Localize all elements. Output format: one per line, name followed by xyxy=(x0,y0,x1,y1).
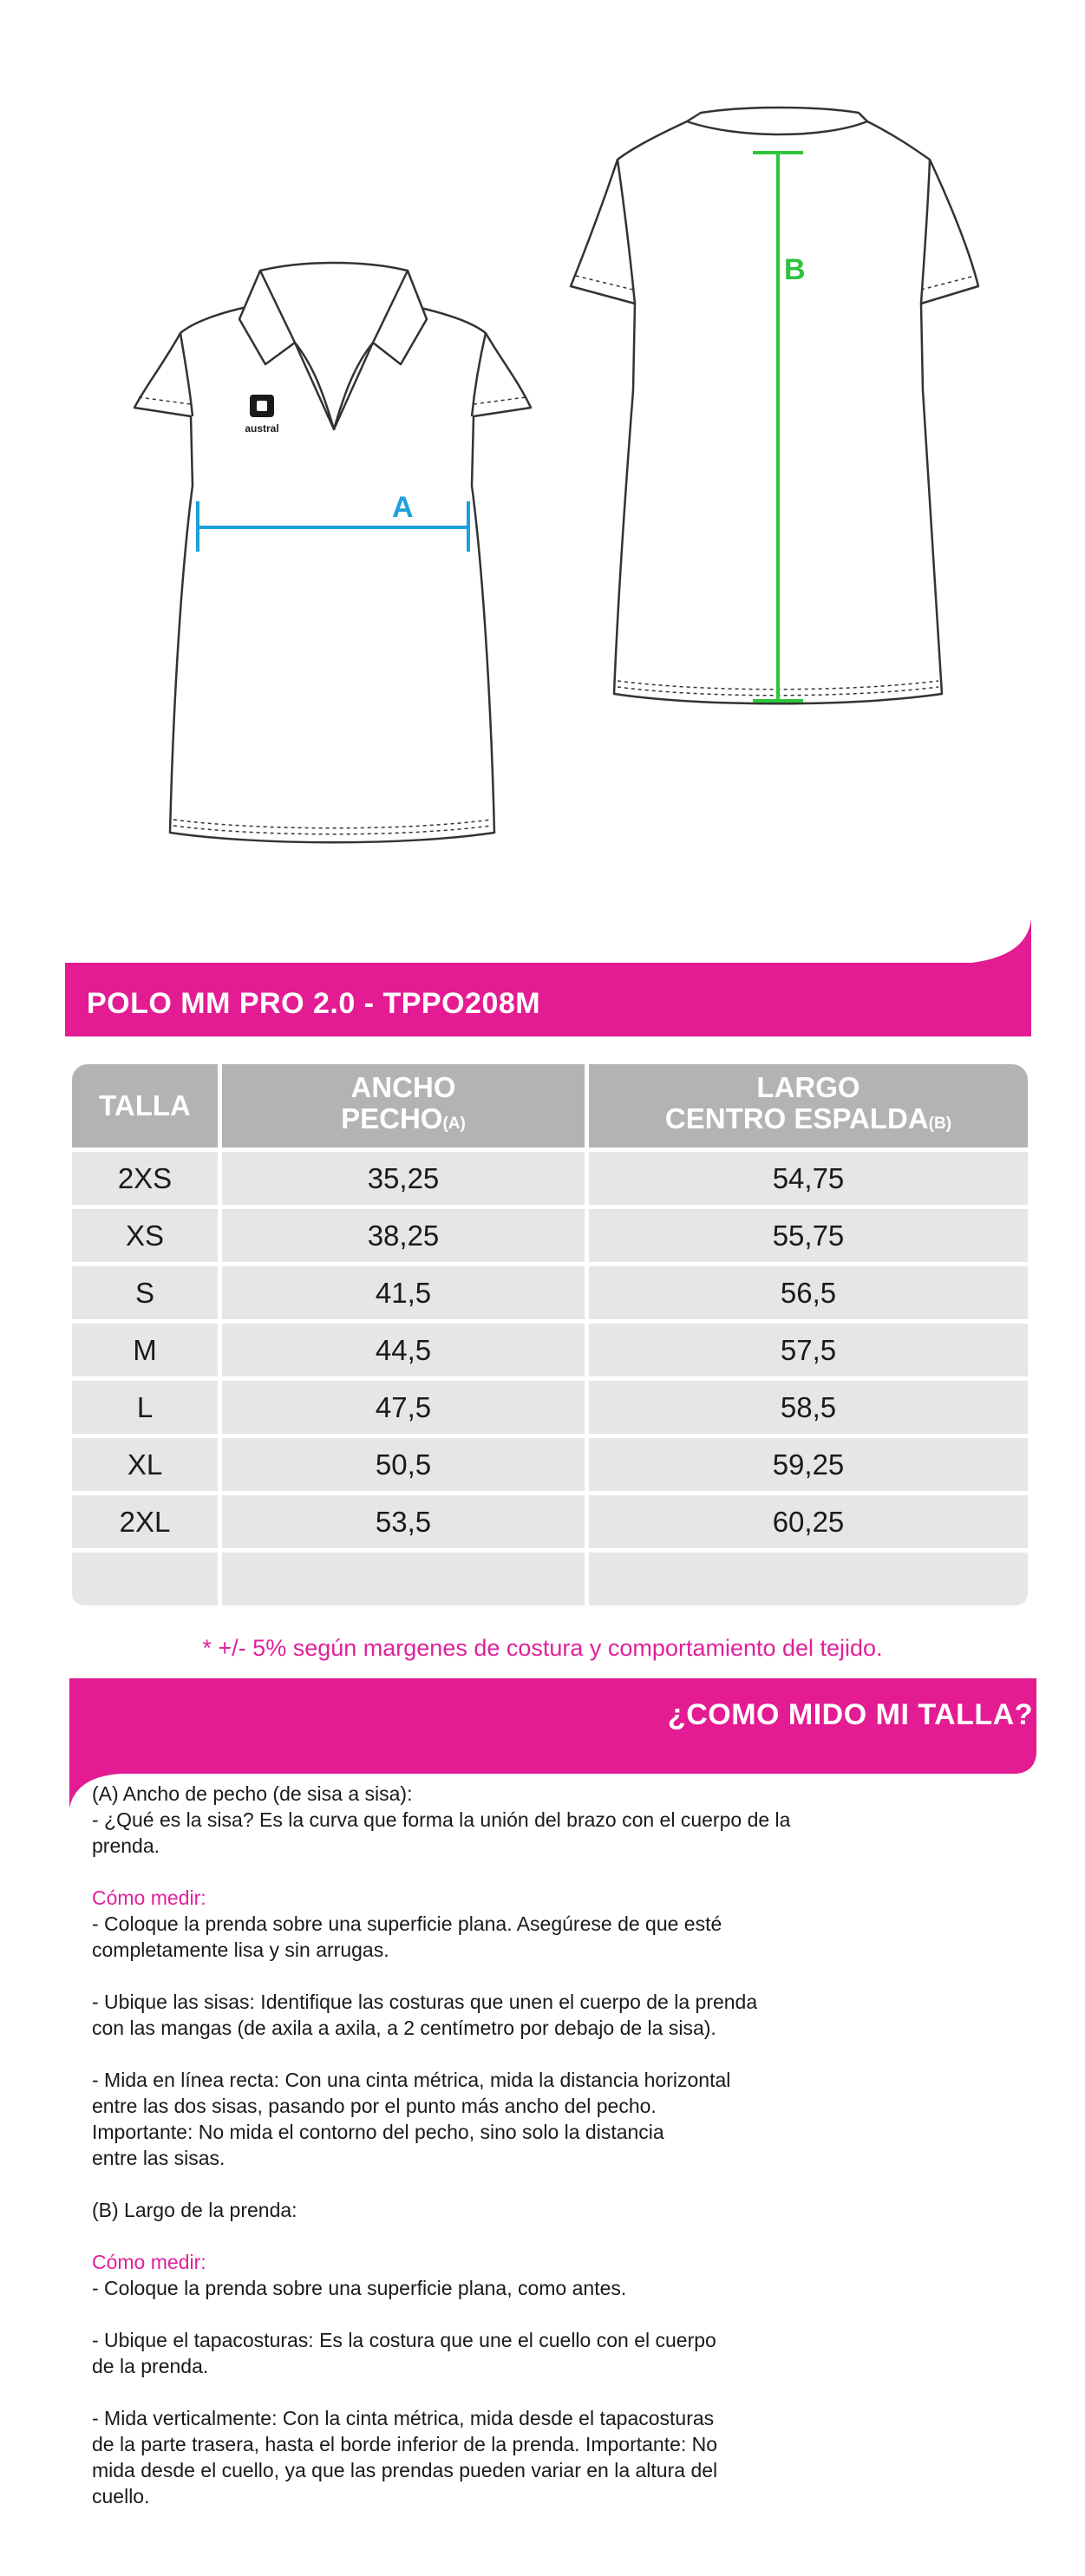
section-a-step2: - Ubique las sisas: Identifique las costuras que unen el cuerpo de la prenda con las mangas (de axila a axila, a 2 centímetro por debajo de la sisa). xyxy=(92,1991,758,2039)
label-b: B xyxy=(784,253,806,286)
cell-chest: 44,5 xyxy=(222,1324,585,1376)
cell-length: 59,25 xyxy=(589,1438,1028,1491)
brand-logo xyxy=(245,395,278,435)
label-a: A xyxy=(392,491,414,524)
measurement-instructions xyxy=(92,1781,820,2509)
product-banner xyxy=(0,919,1085,1041)
cell-size: M xyxy=(72,1324,218,1376)
table-row xyxy=(72,1438,1028,1491)
cell-chest xyxy=(222,1553,585,1605)
back-polo-drawing xyxy=(571,108,978,703)
section-b-step3: - Mida verticalmente: Con la cinta métrica, mida desde el tapacosturas de la parte trasera, hasta el borde inferior de la prenda. Importante: No mida desde el cuello, ya que las prendas pueden variar en la altura del cuello. xyxy=(92,2407,718,2507)
table-row xyxy=(72,1324,1028,1376)
table-header-row xyxy=(72,1064,1028,1147)
cell-size: S xyxy=(72,1266,218,1319)
section-b-how-label: Cómo medir: xyxy=(92,2251,206,2273)
cell-size: 2XS xyxy=(72,1152,218,1205)
cell-chest: 53,5 xyxy=(222,1495,585,1548)
cell-size: 2XL xyxy=(72,1495,218,1548)
cell-chest: 35,25 xyxy=(222,1152,585,1205)
table-row xyxy=(72,1209,1028,1262)
table-row xyxy=(72,1495,1028,1548)
cell-size xyxy=(72,1553,218,1605)
cell-chest: 41,5 xyxy=(222,1266,585,1319)
section-a-step3: - Mida en línea recta: Con una cinta métrica, mida la distancia horizontal entre las dos sisas, pasando por el punto más ancho del pecho. Importante: No mida el contorno del pecho, sino solo la distancia entre las sisas. xyxy=(92,2069,731,2169)
cell-length: 60,25 xyxy=(589,1495,1028,1548)
cell-size: XS xyxy=(72,1209,218,1262)
product-title: POLO MM PRO 2.0 - TPPO208M xyxy=(87,987,541,1020)
logo-text: austral xyxy=(245,422,279,435)
cell-size: L xyxy=(72,1381,218,1434)
section-a-how-label: Cómo medir: xyxy=(92,1886,206,1909)
how-title: ¿COMO MIDO MI TALLA? xyxy=(667,1698,1033,1731)
header-length: LARGO CENTRO ESPALDA(B) xyxy=(589,1064,1028,1147)
table-row xyxy=(72,1553,1028,1605)
tolerance-note: * +/- 5% según margenes de costura y comportamiento del tejido. xyxy=(202,1635,883,1661)
section-a-what: - ¿Qué es la sisa? Es la curva que forma la unión del brazo con el cuerpo de la prenda. xyxy=(92,1808,791,1857)
cell-length: 56,5 xyxy=(589,1266,1028,1319)
cell-size: XL xyxy=(72,1438,218,1491)
size-table xyxy=(72,1064,1028,1605)
section-b-step1: - Coloque la prenda sobre una superficie plana, como antes. xyxy=(92,2277,627,2299)
front-polo-drawing xyxy=(134,263,531,842)
header-size: TALLA xyxy=(72,1064,218,1147)
cell-length: 54,75 xyxy=(589,1152,1028,1205)
cell-chest: 50,5 xyxy=(222,1438,585,1491)
table-row xyxy=(72,1152,1028,1205)
table-row xyxy=(72,1381,1028,1434)
cell-length: 57,5 xyxy=(589,1324,1028,1376)
section-a-step1: - Coloque la prenda sobre una superficie plana. Asegúrese de que esté completamente lisa y sin arrugas. xyxy=(92,1912,722,1961)
cell-chest: 38,25 xyxy=(222,1209,585,1262)
section-b-title: (B) Largo de la prenda: xyxy=(92,2199,297,2221)
garment-illustration xyxy=(0,0,1085,919)
table-row xyxy=(72,1266,1028,1319)
cell-length: 58,5 xyxy=(589,1381,1028,1434)
section-b-step2: - Ubique el tapacosturas: Es la costura que une el cuello con el cuerpo de la prenda. xyxy=(92,2329,716,2377)
cell-chest: 47,5 xyxy=(222,1381,585,1434)
cell-length xyxy=(589,1553,1028,1605)
header-chest: ANCHO PECHO(A) xyxy=(222,1064,585,1147)
section-a-title: (A) Ancho de pecho (de sisa a sisa): xyxy=(92,1782,413,1805)
cell-length: 55,75 xyxy=(589,1209,1028,1262)
